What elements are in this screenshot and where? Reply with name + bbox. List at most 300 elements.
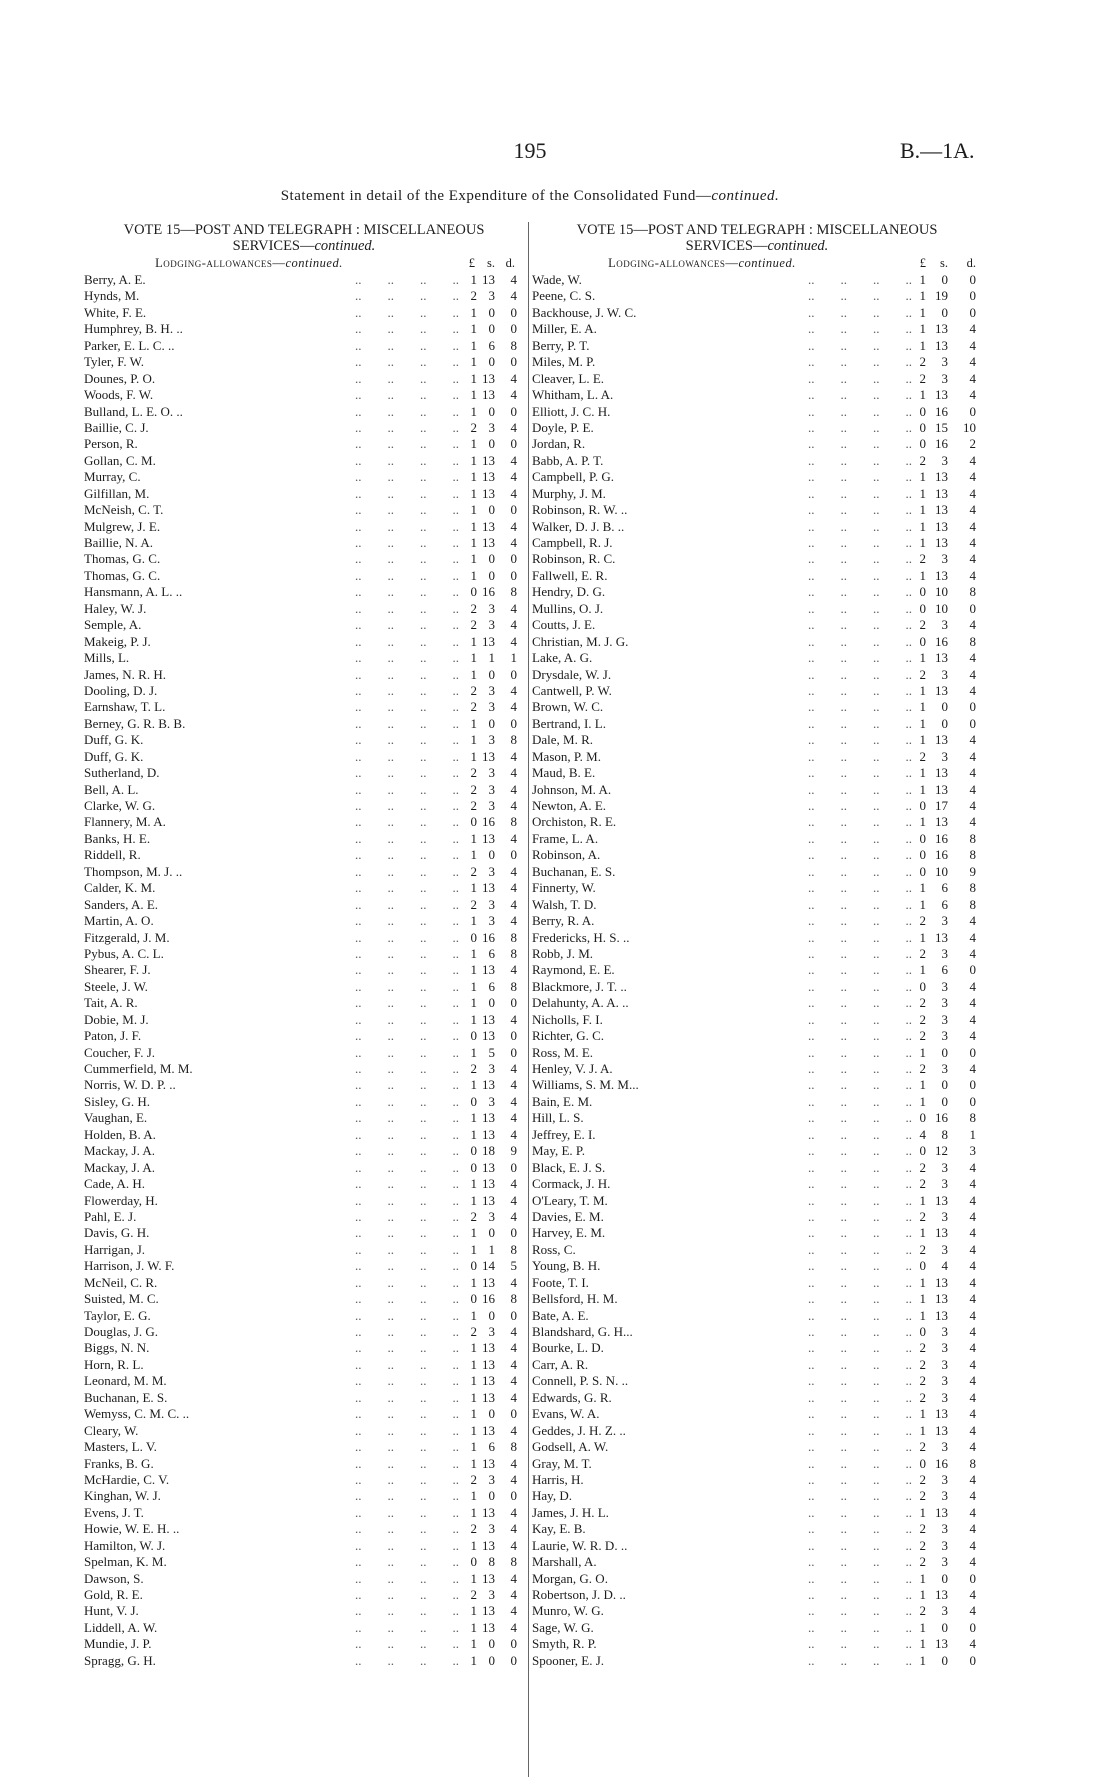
leader-dots: .. .. .. .. bbox=[808, 699, 912, 715]
amount-shillings: 0 bbox=[941, 1619, 948, 1635]
amount-pence: 8 bbox=[510, 1439, 517, 1455]
leader-dots: .. .. .. .. bbox=[355, 1077, 459, 1093]
amount-pounds: 1 bbox=[919, 962, 926, 978]
amount-pounds: 1 bbox=[470, 1422, 477, 1438]
payee-name: Sanders, A. E. bbox=[84, 896, 159, 912]
amount-pence: 0 bbox=[510, 666, 517, 682]
table-row bbox=[84, 782, 524, 798]
amount-pence: 4 bbox=[510, 1093, 517, 1109]
leader-dots: .. .. .. .. bbox=[355, 452, 459, 468]
amount-shillings: 3 bbox=[941, 1537, 948, 1553]
amount-pounds: 1 bbox=[470, 1537, 477, 1553]
amount-pence: 0 bbox=[510, 304, 517, 320]
amount-shillings: 3 bbox=[941, 1028, 948, 1044]
amount-shillings: 16 bbox=[935, 403, 948, 419]
amount-shillings: 13 bbox=[935, 1504, 948, 1520]
amount-pence: 8 bbox=[969, 584, 976, 600]
amount-pence: 0 bbox=[510, 1652, 517, 1668]
amount-pence: 4 bbox=[510, 518, 517, 534]
amount-pounds: 1 bbox=[470, 1504, 477, 1520]
table-row bbox=[84, 617, 524, 633]
amount-pounds: 2 bbox=[919, 1439, 926, 1455]
amount-pence: 8 bbox=[969, 830, 976, 846]
table-row bbox=[84, 1554, 524, 1570]
amount-shillings: 16 bbox=[935, 1455, 948, 1471]
amount-pence: 4 bbox=[510, 1356, 517, 1372]
document-reference: B.—1A. bbox=[900, 138, 975, 163]
amount-pounds: 2 bbox=[919, 1028, 926, 1044]
amount-shillings: 13 bbox=[482, 452, 495, 468]
payee-name: Wemyss, C. M. C. .. bbox=[84, 1406, 190, 1422]
leader-dots: .. .. .. .. bbox=[808, 781, 912, 797]
amount-pounds: 0 bbox=[919, 1258, 926, 1274]
payee-name: Peene, C. S. bbox=[532, 288, 596, 304]
amount-shillings: 3 bbox=[488, 600, 495, 616]
amount-pence: 4 bbox=[969, 1587, 976, 1602]
table-row bbox=[84, 930, 524, 946]
leader-dots: .. .. .. .. bbox=[808, 913, 912, 929]
leader-dots: .. .. .. .. bbox=[808, 304, 912, 320]
table-row bbox=[532, 1110, 982, 1126]
payee-name: Cleaver, L. E. bbox=[532, 370, 605, 386]
table-row bbox=[84, 749, 524, 765]
amount-pence: 9 bbox=[510, 1143, 517, 1159]
amount-shillings: 3 bbox=[488, 699, 495, 715]
table-row bbox=[84, 1538, 524, 1554]
amount-pence: 4 bbox=[510, 1011, 517, 1027]
amount-pounds: 1 bbox=[919, 535, 926, 550]
payee-name: Jordan, R. bbox=[532, 436, 586, 452]
table-row bbox=[532, 436, 982, 452]
amount-shillings: 3 bbox=[941, 666, 948, 682]
amount-pence: 4 bbox=[969, 650, 976, 666]
amount-pounds: 1 bbox=[919, 1225, 926, 1241]
table-row bbox=[84, 913, 524, 929]
table-row bbox=[84, 1340, 524, 1356]
amount-pounds: 2 bbox=[470, 798, 477, 813]
leader-dots: .. .. .. .. bbox=[808, 978, 912, 994]
payee-name: Bertrand, I. L. bbox=[532, 715, 607, 731]
leader-dots: .. .. .. .. bbox=[808, 436, 912, 452]
amount-shillings: 16 bbox=[935, 633, 948, 649]
leader-dots: .. .. .. .. bbox=[808, 830, 912, 846]
payee-name: Morgan, G. O. bbox=[532, 1570, 608, 1586]
table-row bbox=[532, 634, 982, 650]
amount-shillings: 8 bbox=[941, 1126, 948, 1142]
amount-shillings: 0 bbox=[488, 1636, 495, 1652]
table-row bbox=[532, 519, 982, 535]
amount-pounds: 2 bbox=[919, 1537, 926, 1553]
payee-name: Lake, A. G. bbox=[532, 650, 593, 666]
table-row bbox=[84, 897, 524, 913]
table-row bbox=[84, 699, 524, 715]
amount-shillings: 13 bbox=[482, 1159, 495, 1175]
amount-pence: 4 bbox=[969, 1307, 976, 1323]
payee-name: Berry, A. E. bbox=[84, 272, 146, 287]
vote-heading-line2 bbox=[532, 238, 982, 254]
payee-name: Taylor, E. G. bbox=[84, 1307, 151, 1323]
amount-pounds: 1 bbox=[470, 847, 477, 863]
amount-shillings: 13 bbox=[935, 1192, 948, 1208]
payee-name: Nicholls, F. I. bbox=[532, 1011, 603, 1027]
amount-pounds: 1 bbox=[919, 272, 926, 287]
table-row bbox=[84, 864, 524, 880]
leader-dots: .. .. .. .. bbox=[355, 1208, 459, 1224]
table-row bbox=[84, 1209, 524, 1225]
payee-name: Doyle, P. E. bbox=[532, 419, 594, 435]
amount-shillings: 0 bbox=[488, 321, 495, 337]
amount-shillings: 3 bbox=[941, 354, 948, 370]
amount-pence: 4 bbox=[510, 863, 517, 879]
table-row bbox=[84, 436, 524, 452]
payee-name: Laurie, W. R. D. .. bbox=[532, 1537, 628, 1553]
leader-dots: .. .. .. .. bbox=[808, 485, 912, 501]
payee-name: Fallwell, E. R. bbox=[532, 567, 608, 583]
amount-shillings: 3 bbox=[488, 1208, 495, 1224]
leader-dots: .. .. .. .. bbox=[808, 715, 912, 731]
payee-name: Walker, D. J. B. .. bbox=[532, 518, 625, 534]
amount-shillings: 3 bbox=[941, 1011, 948, 1027]
table-row bbox=[84, 650, 524, 666]
amount-pounds: 0 bbox=[919, 1324, 926, 1339]
amount-shillings: 0 bbox=[941, 1044, 948, 1060]
amount-shillings: 3 bbox=[488, 419, 495, 435]
amount-shillings: 3 bbox=[488, 732, 495, 748]
table-row bbox=[532, 1308, 982, 1324]
table-row bbox=[532, 404, 982, 420]
table-row bbox=[84, 338, 524, 354]
amount-pounds: 0 bbox=[919, 633, 926, 649]
table-row bbox=[84, 880, 524, 896]
amount-pounds: 1 bbox=[919, 1504, 926, 1520]
amount-pounds: 1 bbox=[919, 814, 926, 830]
amount-pounds: 1 bbox=[470, 1373, 477, 1389]
amount-shillings: 13 bbox=[935, 469, 948, 485]
leader-dots: .. .. .. .. bbox=[355, 666, 459, 682]
amount-pence: 8 bbox=[510, 1554, 517, 1570]
amount-pence: 4 bbox=[510, 1340, 517, 1356]
amount-pounds: 1 bbox=[919, 1587, 926, 1602]
table-row bbox=[84, 1571, 524, 1587]
amount-shillings: 16 bbox=[482, 1291, 495, 1307]
amount-shillings: 10 bbox=[935, 584, 948, 600]
payee-name: Hamilton, W. J. bbox=[84, 1537, 166, 1553]
leader-dots: .. .. .. .. bbox=[808, 469, 912, 485]
payee-name: Coucher, F. J. bbox=[84, 1044, 156, 1060]
payee-name: Richter, G. C. bbox=[532, 1028, 605, 1044]
amount-shillings: 13 bbox=[935, 1274, 948, 1290]
table-row bbox=[84, 584, 524, 600]
amount-pounds: 2 bbox=[919, 1061, 926, 1076]
amount-pence: 4 bbox=[969, 781, 976, 797]
amount-pounds: 2 bbox=[919, 1373, 926, 1389]
payee-name: Williams, S. M. M... bbox=[532, 1077, 639, 1093]
subheading-text: Lodging-allowances— bbox=[155, 256, 286, 270]
table-row bbox=[532, 798, 982, 814]
amount-pounds: 1 bbox=[470, 354, 477, 370]
table-row bbox=[84, 535, 524, 551]
amount-shillings: 3 bbox=[488, 682, 495, 698]
leader-dots: .. .. .. .. bbox=[355, 765, 459, 781]
amount-pence: 4 bbox=[510, 1504, 517, 1520]
leader-dots: .. .. .. .. bbox=[808, 1258, 912, 1274]
payee-name: Raymond, E. E. bbox=[532, 962, 615, 978]
leader-dots: .. .. .. .. bbox=[355, 1521, 459, 1537]
amount-pounds: 1 bbox=[470, 485, 477, 501]
amount-shillings: 13 bbox=[935, 1587, 948, 1602]
table-row bbox=[84, 1406, 524, 1422]
leader-dots: .. .. .. .. bbox=[808, 551, 912, 567]
payee-name: Biggs, N. N. bbox=[84, 1340, 150, 1356]
table-row bbox=[532, 650, 982, 666]
amount-pence: 4 bbox=[969, 1241, 976, 1257]
leader-dots: .. .. .. .. bbox=[808, 354, 912, 370]
payee-name: Robinson, A. bbox=[532, 847, 601, 863]
leader-dots: .. .. .. .. bbox=[808, 765, 912, 781]
amount-pounds: 1 bbox=[470, 880, 477, 896]
payee-name: Berry, R. A. bbox=[532, 913, 595, 929]
table-row bbox=[84, 1176, 524, 1192]
subheading-row bbox=[532, 256, 982, 272]
leader-dots: .. .. .. .. bbox=[808, 584, 912, 600]
leader-dots: .. .. .. .. bbox=[355, 682, 459, 698]
leader-dots: .. .. .. .. bbox=[355, 1636, 459, 1652]
amount-pence: 0 bbox=[969, 1570, 976, 1586]
leader-dots: .. .. .. .. bbox=[808, 1389, 912, 1405]
amount-shillings: 3 bbox=[941, 1159, 948, 1175]
amount-shillings: 16 bbox=[482, 929, 495, 945]
payee-name: Harris, H. bbox=[532, 1471, 584, 1487]
leader-dots: .. .. .. .. bbox=[808, 1619, 912, 1635]
amount-pounds: 1 bbox=[470, 978, 477, 994]
leader-dots: .. .. .. .. bbox=[808, 650, 912, 666]
statement-title-text: Statement in detail of the Expenditure of the Consolidated Fund— bbox=[280, 188, 712, 204]
leader-dots: .. .. .. .. bbox=[355, 1554, 459, 1570]
table-row bbox=[532, 1028, 982, 1044]
payee-name: Hill, L. S. bbox=[532, 1110, 584, 1126]
payee-name: Masters, L. V. bbox=[84, 1439, 157, 1455]
table-row bbox=[84, 995, 524, 1011]
amount-shillings: 3 bbox=[941, 370, 948, 386]
payee-name: Riddell, R. bbox=[84, 847, 141, 863]
amount-pounds: 1 bbox=[919, 650, 926, 666]
table-row bbox=[532, 1225, 982, 1241]
leader-dots: .. .. .. .. bbox=[808, 1587, 912, 1602]
amount-pounds: 4 bbox=[919, 1126, 926, 1142]
leader-dots: .. .. .. .. bbox=[808, 1061, 912, 1076]
table-row bbox=[532, 814, 982, 830]
payee-name: McNeil, C. R. bbox=[84, 1274, 158, 1290]
amount-pence: 4 bbox=[969, 995, 976, 1011]
payee-name: White, F. E. bbox=[84, 304, 147, 320]
leader-dots: .. .. .. .. bbox=[355, 1192, 459, 1208]
amount-pence: 4 bbox=[969, 1521, 976, 1537]
amount-pounds: 2 bbox=[470, 1521, 477, 1537]
amount-pence: 0 bbox=[969, 1077, 976, 1093]
table-row bbox=[532, 321, 982, 337]
amount-pence: 0 bbox=[969, 304, 976, 320]
leader-dots: .. .. .. .. bbox=[355, 304, 459, 320]
leader-dots: .. .. .. .. bbox=[808, 321, 912, 337]
payee-name: Bourke, L. D. bbox=[532, 1340, 604, 1356]
leader-dots: .. .. .. .. bbox=[808, 337, 912, 353]
leader-dots: .. .. .. .. bbox=[355, 337, 459, 353]
amount-pence: 4 bbox=[969, 748, 976, 764]
leader-dots: .. .. .. .. bbox=[808, 535, 912, 550]
leader-dots: .. .. .. .. bbox=[355, 1652, 459, 1668]
amount-pounds: 1 bbox=[919, 1192, 926, 1208]
amount-pence: 4 bbox=[969, 1225, 976, 1241]
table-row bbox=[84, 1242, 524, 1258]
amount-shillings: 13 bbox=[482, 1504, 495, 1520]
payee-name: Gilfillan, M. bbox=[84, 485, 150, 501]
payee-name: Sutherland, D. bbox=[84, 765, 160, 781]
table-row bbox=[532, 1077, 982, 1093]
table-row bbox=[532, 979, 982, 995]
amount-shillings: 3 bbox=[488, 1587, 495, 1602]
amount-pence: 0 bbox=[510, 551, 517, 567]
payee-name: Jeffrey, E. I. bbox=[532, 1126, 596, 1142]
payee-name: Evens, J. T. bbox=[84, 1504, 144, 1520]
amount-pence: 4 bbox=[969, 502, 976, 518]
table-row bbox=[84, 1373, 524, 1389]
amount-shillings: 13 bbox=[935, 732, 948, 748]
amount-pounds: 2 bbox=[919, 1241, 926, 1257]
pounds-header: £ bbox=[919, 256, 926, 270]
payee-name: Walsh, T. D. bbox=[532, 896, 597, 912]
amount-pence: 0 bbox=[510, 1636, 517, 1652]
amount-pounds: 2 bbox=[919, 551, 926, 567]
table-row bbox=[84, 1045, 524, 1061]
table-row bbox=[84, 305, 524, 321]
payee-name: Fredericks, H. S. .. bbox=[532, 929, 630, 945]
amount-pence: 8 bbox=[510, 978, 517, 994]
leader-dots: .. .. .. .. bbox=[808, 633, 912, 649]
amount-pounds: 1 bbox=[470, 403, 477, 419]
amount-pounds: 2 bbox=[470, 600, 477, 616]
page-number: 195 bbox=[513, 138, 547, 163]
amount-pounds: 2 bbox=[919, 945, 926, 961]
leader-dots: .. .. .. .. bbox=[355, 518, 459, 534]
payee-name: May, E. P. bbox=[532, 1143, 585, 1159]
leader-dots: .. .. .. .. bbox=[808, 1028, 912, 1044]
amount-pounds: 1 bbox=[470, 1603, 477, 1619]
amount-pounds: 2 bbox=[470, 1061, 477, 1076]
amount-pence: 4 bbox=[969, 387, 976, 403]
amount-pence: 8 bbox=[510, 1291, 517, 1307]
table-row bbox=[532, 732, 982, 748]
leader-dots: .. .. .. .. bbox=[808, 403, 912, 419]
amount-shillings: 6 bbox=[941, 896, 948, 912]
amount-pence: 4 bbox=[510, 1587, 517, 1602]
table-row bbox=[532, 897, 982, 913]
amount-shillings: 13 bbox=[935, 518, 948, 534]
amount-shillings: 0 bbox=[941, 715, 948, 731]
amount-pounds: 1 bbox=[919, 567, 926, 583]
leader-dots: .. .. .. .. bbox=[355, 650, 459, 666]
amount-pence: 4 bbox=[510, 1077, 517, 1093]
amount-shillings: 3 bbox=[941, 1521, 948, 1537]
amount-pounds: 1 bbox=[470, 1570, 477, 1586]
payee-name: Martin, A. O. bbox=[84, 913, 154, 929]
leader-dots: .. .. .. .. bbox=[355, 600, 459, 616]
amount-pounds: 0 bbox=[470, 1093, 477, 1109]
payee-name: Blandshard, G. H... bbox=[532, 1324, 633, 1339]
table-row bbox=[532, 288, 982, 304]
amount-shillings: 0 bbox=[488, 502, 495, 518]
table-row bbox=[84, 1308, 524, 1324]
amount-pence: 8 bbox=[510, 1241, 517, 1257]
amount-pence: 8 bbox=[969, 896, 976, 912]
amount-shillings: 3 bbox=[941, 1208, 948, 1224]
leader-dots: .. .. .. .. bbox=[355, 896, 459, 912]
vote-heading-services: SERVICES— bbox=[232, 238, 315, 254]
amount-pounds: 0 bbox=[919, 1143, 926, 1159]
leader-dots: .. .. .. .. bbox=[355, 1110, 459, 1126]
amount-pounds: 2 bbox=[919, 452, 926, 468]
amount-shillings: 6 bbox=[941, 880, 948, 896]
amount-pence: 4 bbox=[969, 485, 976, 501]
amount-pounds: 1 bbox=[470, 1389, 477, 1405]
table-row bbox=[84, 1061, 524, 1077]
amount-pounds: 1 bbox=[470, 1011, 477, 1027]
table-row bbox=[84, 765, 524, 781]
amount-pounds: 0 bbox=[919, 830, 926, 846]
amount-pence: 4 bbox=[510, 699, 517, 715]
amount-shillings: 0 bbox=[488, 715, 495, 731]
table-row bbox=[532, 1505, 982, 1521]
amount-pence: 2 bbox=[969, 436, 976, 452]
payee-name: Robinson, R. W. .. bbox=[532, 502, 628, 518]
leader-dots: .. .. .. .. bbox=[808, 518, 912, 534]
amount-pence: 4 bbox=[969, 1176, 976, 1192]
amount-pounds: 1 bbox=[470, 1488, 477, 1504]
table-row bbox=[532, 847, 982, 863]
amount-shillings: 13 bbox=[935, 535, 948, 550]
leader-dots: .. .. .. .. bbox=[355, 913, 459, 929]
table-row bbox=[84, 634, 524, 650]
payee-name: McNeish, C. T. bbox=[84, 502, 164, 518]
leader-dots: .. .. .. .. bbox=[808, 452, 912, 468]
table-row bbox=[532, 749, 982, 765]
amount-pounds: 2 bbox=[919, 354, 926, 370]
amount-shillings: 0 bbox=[488, 995, 495, 1011]
amount-pence: 4 bbox=[969, 1061, 976, 1076]
table-row bbox=[532, 568, 982, 584]
table-row bbox=[532, 1521, 982, 1537]
table-row bbox=[84, 946, 524, 962]
amount-pounds: 0 bbox=[470, 1554, 477, 1570]
leader-dots: .. .. .. .. bbox=[808, 1126, 912, 1142]
table-row bbox=[84, 601, 524, 617]
payee-name: Young, B. H. bbox=[532, 1258, 601, 1274]
amount-pounds: 1 bbox=[919, 929, 926, 945]
table-row bbox=[84, 1291, 524, 1307]
table-row bbox=[84, 1423, 524, 1439]
amount-pounds: 2 bbox=[470, 1324, 477, 1339]
amount-shillings: 13 bbox=[482, 518, 495, 534]
leader-dots: .. .. .. .. bbox=[355, 419, 459, 435]
payee-name: Flannery, M. A. bbox=[84, 814, 166, 830]
payee-name: Pahl, E. J. bbox=[84, 1208, 137, 1224]
amount-pence: 4 bbox=[510, 1192, 517, 1208]
leader-dots: .. .. .. .. bbox=[355, 929, 459, 945]
amount-shillings: 0 bbox=[488, 1225, 495, 1241]
table-row bbox=[532, 1340, 982, 1356]
amount-pence: 4 bbox=[969, 1274, 976, 1290]
payee-name: Banks, H. E. bbox=[84, 830, 151, 846]
payee-name: Ross, M. E. bbox=[532, 1044, 594, 1060]
